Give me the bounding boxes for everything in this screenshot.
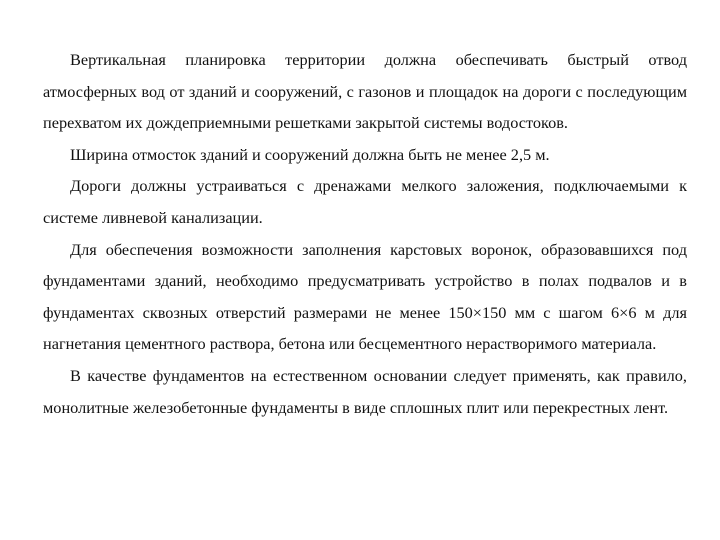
paragraph-blind-area-width: Ширина отмосток зданий и сооружений должна быть не менее 2,5 м. xyxy=(70,144,550,164)
paragraph-foundations: В качестве фундаментов на естественном основании следует применять, как правило, монолитные железобетонные фундаменты в виде сплошных плит или перекрестных лент. xyxy=(43,365,687,417)
paragraph-road-drainage: Дороги должны устраиваться с дренажами мелкого заложения, подключаемыми к системе ливневой канализации. xyxy=(43,176,687,227)
document-body xyxy=(43,44,687,423)
paragraph-karst-openings: Для обеспечения возможности заполнения карстовых воронок, образовавшихся под фундаментами зданий, необходимо предусматривать устройство в полах подвалов и в фундаментах сквозных отверстий размерами не менее 150×150 мм с шагом 6×6 м для нагнетания цементного раствора, бетона или бесцементного нерастворимого материала. xyxy=(43,239,687,354)
paragraph-drainage-planning: Вертикальная планировка территории должна обеспечивать быстрый отвод атмосферных вод от зданий и сооружений, с газонов и площадок на дороги с последующим перехватом их дождеприемными решетками закрытой системы водостоков. xyxy=(43,50,687,133)
